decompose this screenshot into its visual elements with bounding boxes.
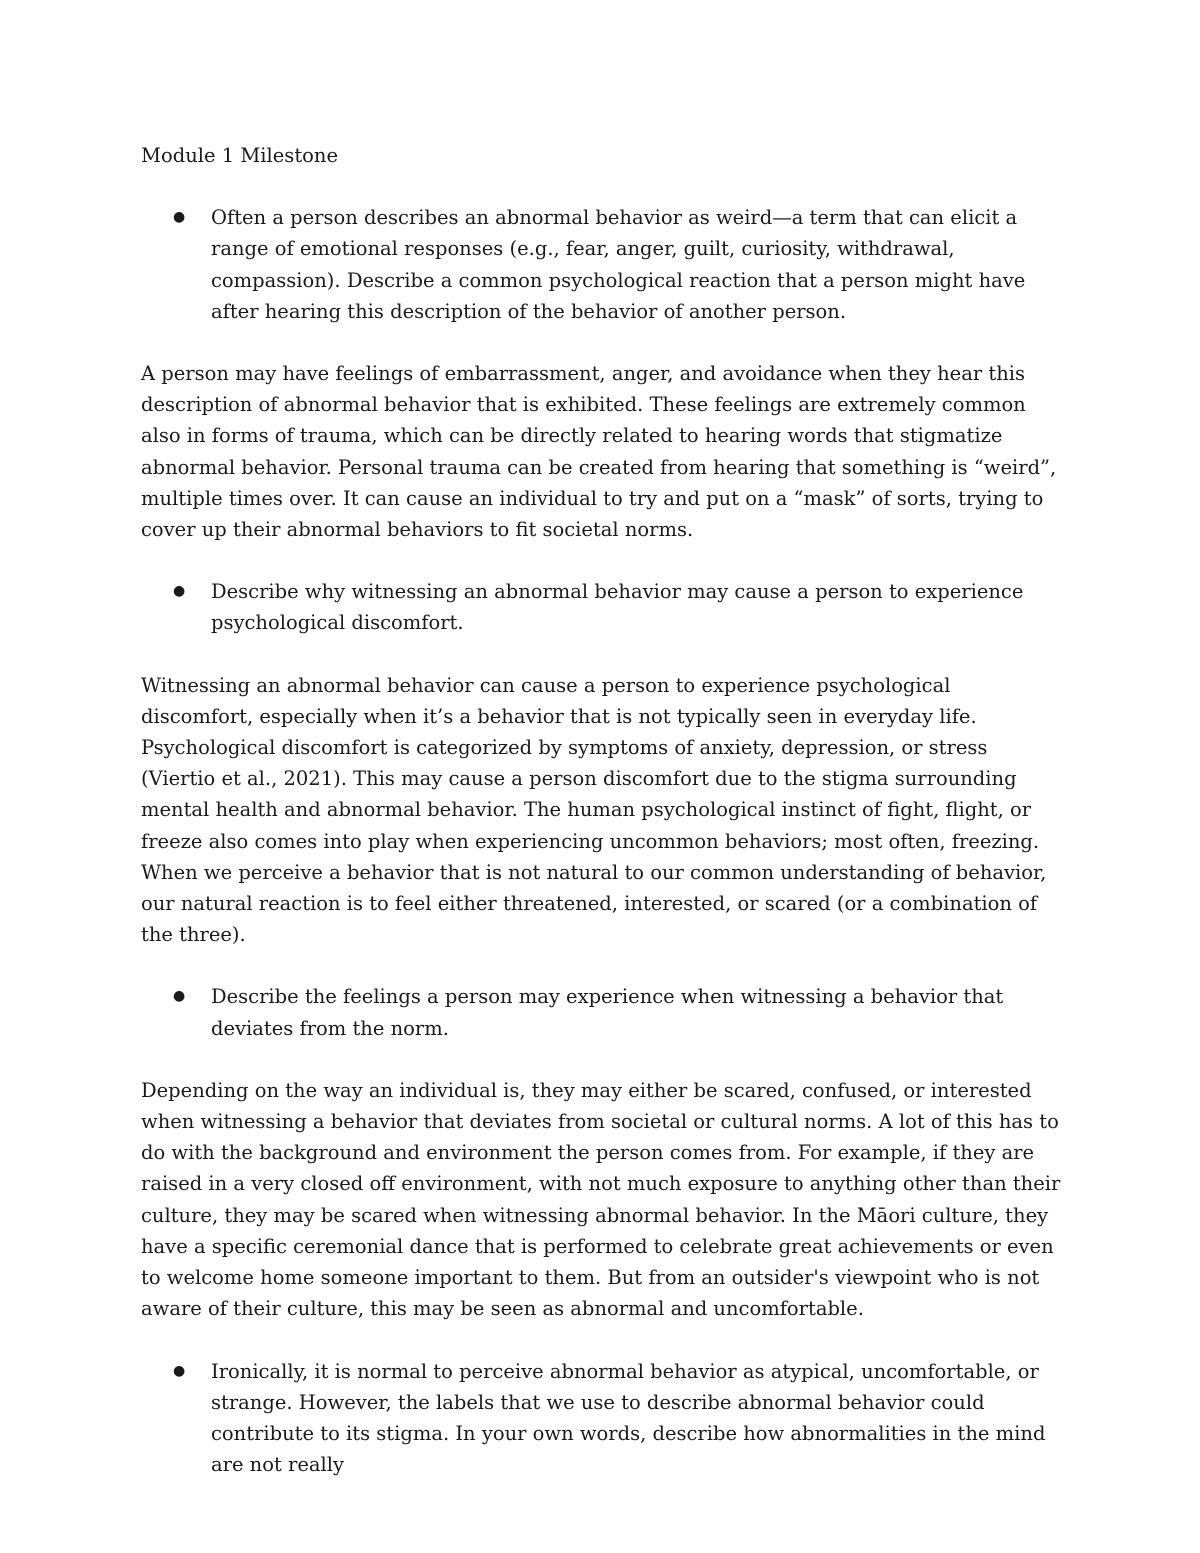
question-text: Often a person describes an abnormal behavior as weird—a term that can elicit a range of emotional responses (e.g., fear, anger, guilt, curiosity, withdrawal, compassion). Describe a common psychological reaction that a person might have after hearing this description of the behavior of another person. xyxy=(211,206,1026,323)
answer-paragraph: A person may have feelings of embarrassment, anger, and avoidance when they hear this description of abnormal behavior that is exhibited. These feelings are extremely common also in forms of trauma, which can be directly related to hearing words that stigmatize abnormal behavior. Personal trauma can be created from hearing that something is “weird”, multiple times over. It can cause an individual to try and put on a “mask” of sorts, trying to cover up their abnormal behaviors to fit societal norms. xyxy=(141,362,1057,542)
question-list xyxy=(141,1356,1061,1481)
answer-paragraph: Witnessing an abnormal behavior can cause a person to experience psychological discomfort, especially when it’s a behavior that is not typically seen in everyday life. Psychological discomfort is categorized by symptoms of anxiety, depression, or stress (Viertio et al., 2021). This may cause a person discomfort due to the stigma surrounding mental health and abnormal behavior. The human psychological instinct of fight, flight, or freeze also comes into play when experiencing uncommon behaviors; most often, freezing. When we perceive a behavior that is not natural to our common understanding of behavior, our natural reaction is to feel either threatened, interested, or scared (or a combination of the three). xyxy=(141,673,1047,947)
bullet-icon: ● xyxy=(173,583,186,600)
question-item xyxy=(173,981,1061,1043)
question-item xyxy=(173,576,1061,638)
answer-paragraph: Depending on the way an individual is, they may either be scared, confused, or interested when witnessing a behavior that deviates from societal or cultural norms. A lot of this has to do with the background and environment the person comes from. For example, if they are raised in a very closed off environment, with not much exposure to anything other than their culture, they may be scared when witnessing abnormal behavior. In the Māori culture, they have a specific ceremonial dance that is performed to celebrate great achievements or even to welcome home someone important to them. But from an outsider's viewpoint who is not aware of their culture, this may be seen as abnormal and uncomfortable. xyxy=(141,1078,1061,1321)
question-list xyxy=(141,576,1061,638)
document-title: Module 1 Milestone xyxy=(141,144,338,167)
question-text: Describe why witnessing an abnormal behavior may cause a person to experience psychological discomfort. xyxy=(211,580,1024,635)
question-item xyxy=(173,1356,1061,1481)
question-item xyxy=(173,202,1061,327)
bullet-icon: ● xyxy=(173,988,186,1005)
question-text: Ironically, it is normal to perceive abnormal behavior as atypical, uncomfortable, or strange. However, the labels that we use to describe abnormal behavior could contribute to its stigma. In your own words, describe how abnormalities in the mind are not really xyxy=(211,1359,1046,1477)
question-list xyxy=(141,981,1061,1043)
bullet-icon: ● xyxy=(173,1362,186,1379)
question-list xyxy=(141,202,1061,327)
document-body xyxy=(141,140,1061,1511)
question-text: Describe the feelings a person may experience when witnessing a behavior that deviates from the norm. xyxy=(211,985,1004,1040)
bullet-icon: ● xyxy=(173,209,186,226)
